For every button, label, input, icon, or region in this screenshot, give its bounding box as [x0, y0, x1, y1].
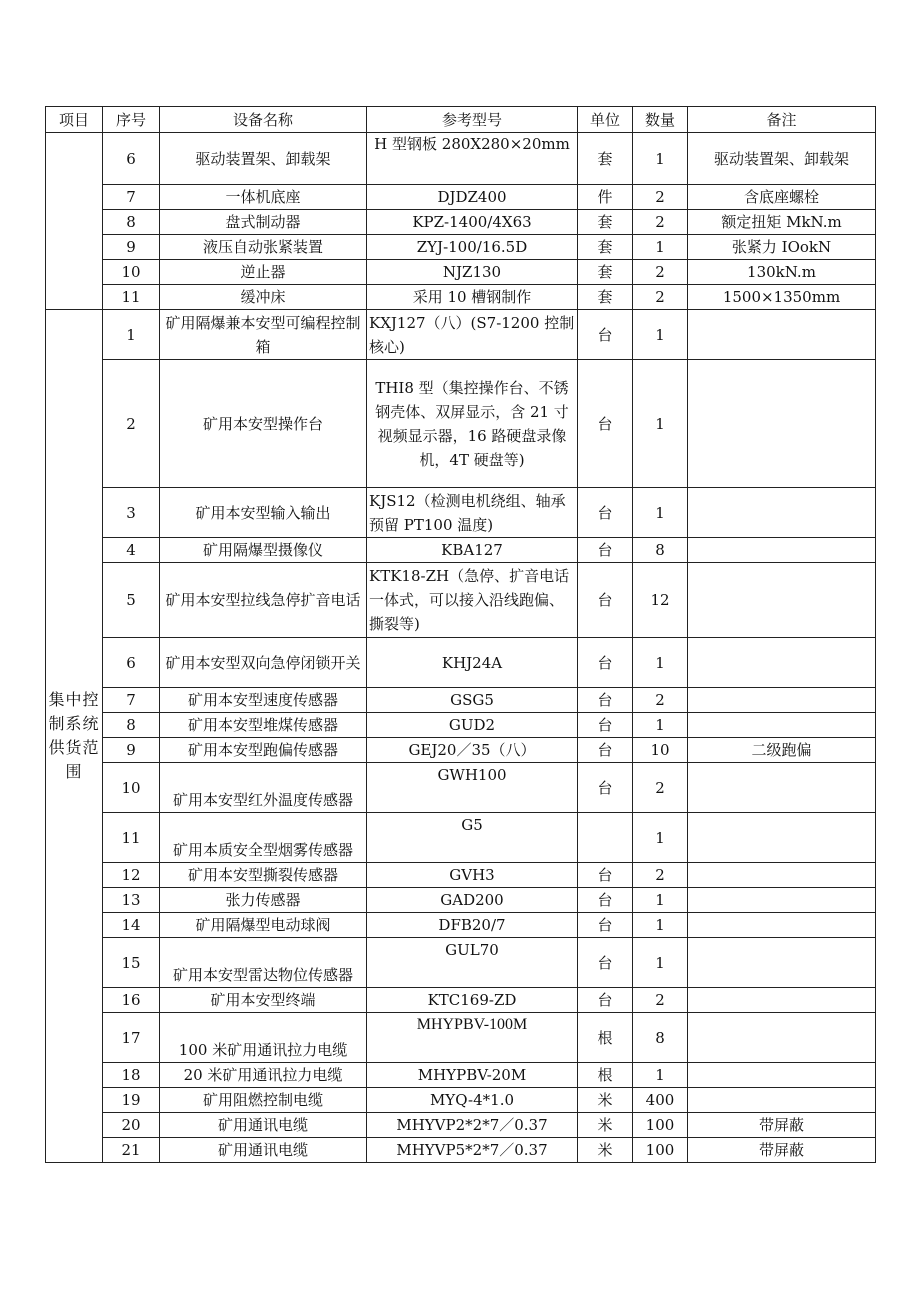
row-model: DFB20/7: [367, 913, 578, 938]
table-row: [46, 310, 876, 360]
table-row: [46, 813, 876, 863]
row-no: 9: [103, 738, 160, 763]
row-unit: 台: [578, 988, 633, 1013]
row-qty: 1: [633, 133, 688, 185]
row-name: 矿用本安型雷达物位传感器: [160, 938, 367, 988]
row-qty: 2: [633, 285, 688, 310]
row-model: MHYPBV-20M: [367, 1063, 578, 1088]
row-unit: 套: [578, 235, 633, 260]
row-remark: [688, 813, 876, 863]
row-model: NJZ130: [367, 260, 578, 285]
row-model: KPZ-1400/4X63: [367, 210, 578, 235]
row-unit: 根: [578, 1063, 633, 1088]
table-row: [46, 563, 876, 638]
row-remark: 带屏蔽: [688, 1138, 876, 1163]
row-no: 17: [103, 1013, 160, 1063]
row-remark: 驱动装置架、卸载架: [688, 133, 876, 185]
row-remark: [688, 1063, 876, 1088]
row-model: GVH3: [367, 863, 578, 888]
row-qty: 2: [633, 763, 688, 813]
row-name: 矿用本质安全型烟雾传感器: [160, 813, 367, 863]
row-name: 矿用本安型速度传感器: [160, 688, 367, 713]
project-group-label: 集中控制系统供货范围: [46, 310, 103, 1163]
row-unit: 套: [578, 285, 633, 310]
row-qty: 2: [633, 863, 688, 888]
row-name: 盘式制动器: [160, 210, 367, 235]
row-remark: [688, 688, 876, 713]
header-remark: 备注: [688, 107, 876, 133]
row-remark: [688, 1088, 876, 1113]
row-no: 13: [103, 888, 160, 913]
row-name: 矿用本安型撕裂传感器: [160, 863, 367, 888]
row-no: 11: [103, 813, 160, 863]
row-model: KTC169-ZD: [367, 988, 578, 1013]
row-qty: 1: [633, 713, 688, 738]
header-name: 设备名称: [160, 107, 367, 133]
row-remark: [688, 763, 876, 813]
table-row: [46, 888, 876, 913]
row-unit: 米: [578, 1138, 633, 1163]
row-qty: 8: [633, 538, 688, 563]
row-unit: 套: [578, 210, 633, 235]
row-no: 10: [103, 260, 160, 285]
row-model: THI8 型（集控操作台、不锈钢壳体、双屏显示，含 21 寸视频显示器，16 路硬盘录像机，4T 硬盘等): [367, 360, 578, 488]
row-qty: 8: [633, 1013, 688, 1063]
row-model: KBA127: [367, 538, 578, 563]
row-qty: 1: [633, 913, 688, 938]
row-qty: 1: [633, 235, 688, 260]
table-row: [46, 538, 876, 563]
row-qty: 100: [633, 1113, 688, 1138]
row-qty: 2: [633, 260, 688, 285]
table-row: [46, 185, 876, 210]
row-no: 7: [103, 185, 160, 210]
table-row: [46, 713, 876, 738]
row-name: 矿用本安型双向急停闭锁开关: [160, 638, 367, 688]
row-name: 矿用本安型拉线急停扩音电话: [160, 563, 367, 638]
row-unit: 套: [578, 260, 633, 285]
row-unit: 台: [578, 913, 633, 938]
row-remark: [688, 863, 876, 888]
row-remark: 1500×1350mm: [688, 285, 876, 310]
row-name: 矿用本安型终端: [160, 988, 367, 1013]
row-unit: 米: [578, 1113, 633, 1138]
table-row: [46, 235, 876, 260]
row-remark: 二级跑偏: [688, 738, 876, 763]
row-name: 矿用本安型操作台: [160, 360, 367, 488]
row-remark: [688, 713, 876, 738]
row-unit: 台: [578, 563, 633, 638]
row-qty: 400: [633, 1088, 688, 1113]
row-no: 18: [103, 1063, 160, 1088]
row-no: 15: [103, 938, 160, 988]
row-qty: 1: [633, 360, 688, 488]
row-unit: 台: [578, 938, 633, 988]
row-model: KJS12（检测电机绕组、轴承预留 PT100 温度): [367, 488, 578, 538]
row-name: 张力传感器: [160, 888, 367, 913]
row-model: MHYPBV-100M: [367, 1013, 578, 1063]
row-no: 4: [103, 538, 160, 563]
row-remark: 张紧力 IOokN: [688, 235, 876, 260]
row-model: KXJ127（八）(S7-1200 控制核心): [367, 310, 578, 360]
row-remark: [688, 988, 876, 1013]
row-no: 6: [103, 638, 160, 688]
row-unit: 台: [578, 763, 633, 813]
row-name: 矿用通讯电缆: [160, 1138, 367, 1163]
row-model: KHJ24A: [367, 638, 578, 688]
row-unit: 台: [578, 888, 633, 913]
header-no: 序号: [103, 107, 160, 133]
project-cell-empty: [46, 133, 103, 310]
table-row: [46, 763, 876, 813]
table-row: [46, 285, 876, 310]
row-model: MHYVP5*2*7／0.37: [367, 1138, 578, 1163]
equipment-table: [45, 106, 876, 1163]
table-row: [46, 638, 876, 688]
table-row: [46, 488, 876, 538]
row-qty: 1: [633, 938, 688, 988]
row-model: GUL70: [367, 938, 578, 988]
row-name: 矿用隔爆型电动球阀: [160, 913, 367, 938]
row-model: GEJ20／35（八）: [367, 738, 578, 763]
row-model: KTK18-ZH（急停、扩音电话一体式，可以接入沿线跑偏、撕裂等): [367, 563, 578, 638]
row-model: MHYVP2*2*7／0.37: [367, 1113, 578, 1138]
row-no: 9: [103, 235, 160, 260]
row-model: DJDZ400: [367, 185, 578, 210]
table-row: [46, 1013, 876, 1063]
row-remark: [688, 310, 876, 360]
table-row: [46, 863, 876, 888]
row-model: GAD200: [367, 888, 578, 913]
row-remark: [688, 888, 876, 913]
row-name: 矿用本安型红外温度传感器: [160, 763, 367, 813]
row-no: 19: [103, 1088, 160, 1113]
row-remark: [688, 488, 876, 538]
row-model: GSG5: [367, 688, 578, 713]
row-remark: [688, 938, 876, 988]
row-no: 20: [103, 1113, 160, 1138]
row-unit: 台: [578, 360, 633, 488]
row-qty: 1: [633, 888, 688, 913]
row-name: 100 米矿用通讯拉力电缆: [160, 1013, 367, 1063]
row-model: H 型钢板 280X280×20mm: [367, 133, 578, 185]
table-row: [46, 1063, 876, 1088]
row-qty: 100: [633, 1138, 688, 1163]
table-row: [46, 133, 876, 185]
row-no: 3: [103, 488, 160, 538]
row-unit: 套: [578, 133, 633, 185]
row-no: 8: [103, 713, 160, 738]
row-name: 驱动装置架、卸载架: [160, 133, 367, 185]
row-qty: 1: [633, 638, 688, 688]
row-unit: 台: [578, 713, 633, 738]
row-model: GUD2: [367, 713, 578, 738]
row-remark: [688, 538, 876, 563]
row-remark: [688, 913, 876, 938]
row-name: 矿用本安型跑偏传感器: [160, 738, 367, 763]
row-remark: [688, 360, 876, 488]
table-row: [46, 1113, 876, 1138]
row-no: 2: [103, 360, 160, 488]
table-row: [46, 688, 876, 713]
row-remark: 130kN.m: [688, 260, 876, 285]
row-model: G5: [367, 813, 578, 863]
row-remark: [688, 638, 876, 688]
row-unit: 台: [578, 738, 633, 763]
row-no: 1: [103, 310, 160, 360]
row-remark: [688, 563, 876, 638]
row-unit: 米: [578, 1088, 633, 1113]
row-name: 矿用隔爆兼本安型可编程控制箱: [160, 310, 367, 360]
table-row: [46, 988, 876, 1013]
table-row: [46, 260, 876, 285]
row-name: 矿用隔爆型摄像仪: [160, 538, 367, 563]
row-qty: 2: [633, 185, 688, 210]
row-no: 12: [103, 863, 160, 888]
row-qty: 1: [633, 488, 688, 538]
row-unit: 台: [578, 638, 633, 688]
row-qty: 12: [633, 563, 688, 638]
header-row: [46, 107, 876, 133]
row-unit: 台: [578, 863, 633, 888]
row-no: 6: [103, 133, 160, 185]
header-model: 参考型号: [367, 107, 578, 133]
row-unit: 件: [578, 185, 633, 210]
row-no: 5: [103, 563, 160, 638]
row-no: 11: [103, 285, 160, 310]
row-unit: 台: [578, 688, 633, 713]
row-name: 逆止器: [160, 260, 367, 285]
row-qty: 2: [633, 688, 688, 713]
row-name: 矿用阻燃控制电缆: [160, 1088, 367, 1113]
table-row: [46, 210, 876, 235]
row-model: ZYJ-100/16.5D: [367, 235, 578, 260]
row-name: 液压自动张紧装置: [160, 235, 367, 260]
row-unit: 台: [578, 538, 633, 563]
row-no: 10: [103, 763, 160, 813]
row-model: GWH100: [367, 763, 578, 813]
table-row: [46, 913, 876, 938]
header-project: 项目: [46, 107, 103, 133]
table-row: [46, 360, 876, 488]
row-qty: 10: [633, 738, 688, 763]
row-name: 矿用通讯电缆: [160, 1113, 367, 1138]
row-no: 7: [103, 688, 160, 713]
row-model: 采用 10 槽钢制作: [367, 285, 578, 310]
row-remark: [688, 1013, 876, 1063]
table-row: [46, 1138, 876, 1163]
row-unit: 台: [578, 488, 633, 538]
row-unit: 根: [578, 1013, 633, 1063]
row-unit: 台: [578, 310, 633, 360]
table-row: [46, 1088, 876, 1113]
header-unit: 单位: [578, 107, 633, 133]
table-row: [46, 938, 876, 988]
row-qty: 1: [633, 1063, 688, 1088]
row-remark: 含底座螺栓: [688, 185, 876, 210]
row-qty: 2: [633, 210, 688, 235]
table-row: [46, 738, 876, 763]
row-name: 矿用本安型堆煤传感器: [160, 713, 367, 738]
row-qty: 1: [633, 310, 688, 360]
row-model: MYQ-4*1.0: [367, 1088, 578, 1113]
row-qty: 2: [633, 988, 688, 1013]
row-name: 矿用本安型输入输出: [160, 488, 367, 538]
row-unit: [578, 813, 633, 863]
row-no: 16: [103, 988, 160, 1013]
row-name: 20 米矿用通讯拉力电缆: [160, 1063, 367, 1088]
row-name: 一体机底座: [160, 185, 367, 210]
header-qty: 数量: [633, 107, 688, 133]
row-remark: 额定扭矩 MkN.m: [688, 210, 876, 235]
row-qty: 1: [633, 813, 688, 863]
row-name: 缓冲床: [160, 285, 367, 310]
row-no: 8: [103, 210, 160, 235]
table-body: [46, 133, 876, 1163]
row-no: 14: [103, 913, 160, 938]
row-no: 21: [103, 1138, 160, 1163]
row-remark: 带屏蔽: [688, 1113, 876, 1138]
